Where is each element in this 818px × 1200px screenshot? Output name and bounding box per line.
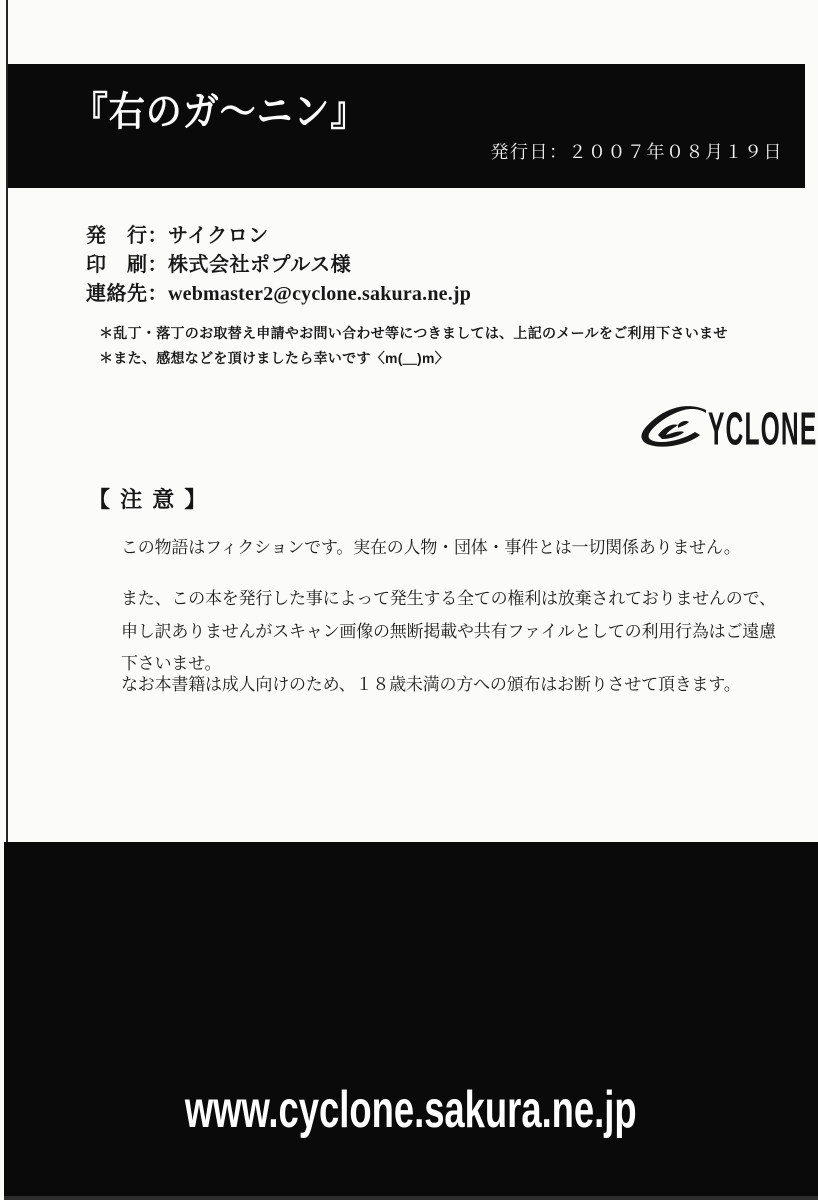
publisher-line: 発 行：サイクロン: [86, 225, 269, 247]
notice-paragraph-rights: また、この本を発行した事によって発生する全ての権利は放棄されておりませんので、申し訳ありませんがスキャン画像の無断掲載や共有ファイルとしての利用行為はご遠慮下さいませ。: [121, 589, 776, 673]
cyclone-logo: [634, 401, 818, 459]
footer-band: [4, 842, 818, 1196]
book-title: 『右のガ～ニン』: [72, 89, 368, 134]
scan-bottom-strip: [4, 1196, 818, 1200]
cyclone-swoosh-c-icon: [634, 401, 708, 459]
header-band: [8, 64, 805, 188]
note-replacement: ＊乱丁・落丁のお取替え申請やお問い合わせ等につきましては、上記のメールをご利用下さいませ: [99, 325, 728, 341]
contact-line: [86, 280, 471, 309]
contact-label: 連絡先：: [86, 283, 168, 305]
website-url: www.cyclone.sakura.ne.jp: [185, 1081, 637, 1139]
notes-block: [99, 321, 728, 371]
notice-heading: 【 注 意 】: [88, 487, 209, 512]
contact-email: webmaster2@cyclone.sakura.ne.jp: [168, 283, 472, 305]
notice-paragraph-fiction: この物語はフィクションです。実在の人物・団体・事件とは一切関係ありません。: [121, 538, 741, 557]
notice-paragraph-adult: なお本書籍は成人向けのため、１８歳未満の方への頒布はお断りさせて頂きます。: [121, 675, 741, 694]
printer-line: 印 刷：株式会社ポプルス様: [86, 254, 352, 276]
note-feedback: ＊また、感想などを頂けましたら幸いです〈m(＿)m〉: [99, 350, 450, 366]
cyclone-logo-text: YCLONE: [708, 403, 818, 456]
issue-date: 発行日：２００７年０８月１９日: [490, 142, 783, 162]
colophon-block: [86, 222, 471, 309]
